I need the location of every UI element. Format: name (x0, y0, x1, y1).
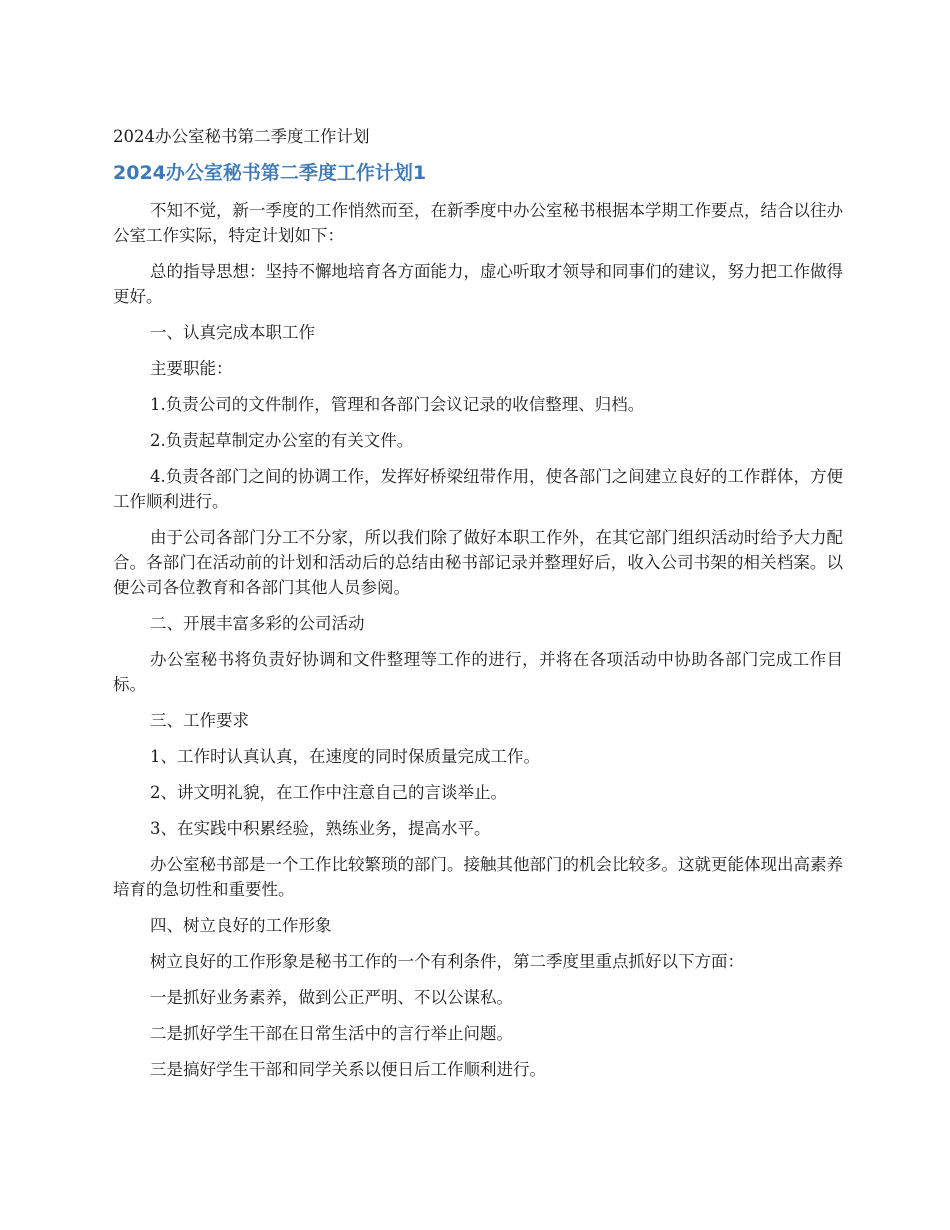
paragraph-guiding-idea: 总的指导思想：坚持不懈地培育各方面能力，虚心听取才领导和同事们的建议，努力把工作做得更好。 (113, 262, 843, 306)
section-title-1: 一、认真完成本职工作 (150, 323, 315, 342)
section-title-4: 四、树立良好的工作形象 (150, 916, 332, 935)
paragraph-image: 树立良好的工作形象是秘书工作的一个有利条件，第二季度里重点抓好以下方面： (150, 952, 744, 971)
section-heading: 2024办公室秘书第二季度工作计划1 (113, 162, 427, 184)
duty-item-2: 2.负责起草制定办公室的有关文件。 (150, 431, 414, 450)
paragraph-intro: 不知不觉，新一季度的工作悄然而至，在新季度中办公室秘书根据本学期工作要点，结合以往办公室工作实际，特定计划如下： (113, 201, 843, 245)
paragraph-department: 办公室秘书部是一个工作比较繁琐的部门。接触其他部门的机会比较多。这就更能体现出高素养培育的急切性和重要性。 (113, 855, 843, 899)
image-point-1: 一是抓好业务素养，做到公正严明、不以公谋私。 (150, 988, 513, 1007)
paragraph-cooperation: 由于公司各部门分工不分家，所以我们除了做好本职工作外，在其它部门组织活动时给予大力配合。各部门在活动前的计划和活动后的总结由秘书部记录并整理好后，收入公司书架的相关档案。以便公司各位教育和各部门其他人员参阅。 (113, 528, 843, 597)
paragraph-activities: 办公室秘书将负责好协调和文件整理等工作的进行，并将在各项活动中协助各部门完成工作目标。 (113, 650, 843, 694)
paragraph-main-duties: 主要职能： (150, 359, 233, 378)
section-title-2: 二、开展丰富多彩的公司活动 (150, 614, 365, 633)
image-point-3: 三是搞好学生干部和同学关系以便日后工作顺利进行。 (150, 1060, 546, 1079)
document-body (113, 124, 843, 1093)
requirement-item-3: 3、在实践中积累经验，熟练业务，提高水平。 (150, 819, 491, 838)
document-title: 2024办公室秘书第二季度工作计划 (113, 127, 370, 146)
requirement-item-2: 2、讲文明礼貌，在工作中注意自己的言谈举止。 (150, 783, 507, 802)
duty-item-4: 4.负责各部门之间的协调工作，发挥好桥梁纽带作用，使各部门之间建立良好的工作群体，方便工作顺利进行。 (113, 467, 843, 511)
duty-item-1: 1.负责公司的文件制作，管理和各部门会议记录的收信整理、归档。 (150, 395, 645, 414)
image-point-2: 二是抓好学生干部在日常生活中的言行举止问题。 (150, 1024, 513, 1043)
requirement-item-1: 1、工作时认真认真，在速度的同时保质量完成工作。 (150, 747, 540, 766)
section-title-3: 三、工作要求 (150, 711, 249, 730)
